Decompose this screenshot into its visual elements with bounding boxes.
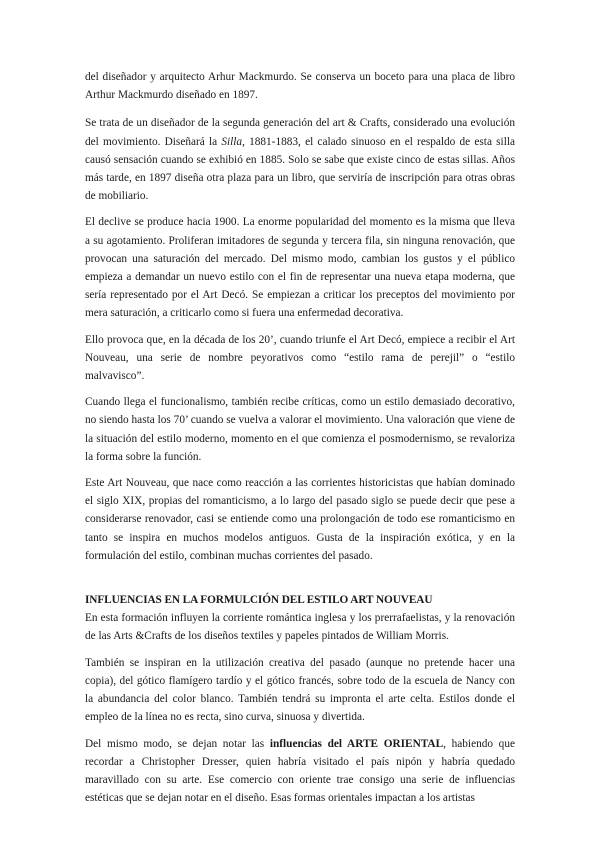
arte-oriental-bold: influencias del ARTE ORIENTAL bbox=[269, 737, 444, 750]
paragraph-art-deco: Ello provoca que, en la década de los 20’, cuando triunfe el Art Decó, empiece a recibir el Art Nouveau, una serie de nombre peyorativos como “estilo rama de perejil” o “estilo malvavisco”. bbox=[85, 333, 515, 383]
paragraph-silla-text-b: , 1881-1883, el calado sinuoso en el respaldo de esta silla causó sensación cuando se exhibió en 1885. Solo se sabe que existe cinco de estas sillas. Años más tarde, en 1897 diseña otra plaza para un libro, que serviría de inscripción para otras obras de mobiliario. bbox=[85, 135, 515, 203]
section-gap bbox=[85, 573, 515, 591]
silla-italic: Silla bbox=[221, 135, 243, 148]
paragraph-oriental-text-b: , habiendo que recordar a Christopher Dresser, quien habría visitado el país nipón y habría quedado maravillado con su arte. Ese comercio con oriente trae consigo una serie de influencias estéticas que se dejan notar en el diseño. Esas formas orientales impactan a los artistas bbox=[85, 737, 515, 805]
paragraph-declive: El declive se produce hacia 1900. La enorme popularidad del momento es la misma que lleva a su agotamiento. Proliferan imitadores de segunda y tercera fila, sin ninguna renovación, que provocan una saturación del mercado. Del mismo modo, cambian los gustos y el público empieza a demandar un nuevo estilo con el fin de representar una nueva etapa moderna, que sería representado por el Art Decó. Se empiezan a criticar los preceptos del movimiento por mera saturación, a criticarlo como si fuera una enfermedad decorativa. bbox=[85, 216, 515, 320]
paragraph-silla-text-a: Se trata de un diseñador de la segunda generación del art & Crafts, considerado una evolución del movimiento. Diseñará la bbox=[85, 117, 515, 148]
paragraph-arte-oriental bbox=[85, 735, 515, 808]
paragraph-gotico: También se inspiran en la utilización creativa del pasado (aunque no pretende hacer una copia), del gótico flamígero tardío y el gótico francés, sobre todo de la escuela de Nancy con la abundancia del color blanco. También tendrá su impronta el arte celta. Estilos donde el empleo de la línea no es recta, sino curva, sinuosa y divertida. bbox=[85, 656, 515, 724]
paragraph-oriental-text-a: Del mismo modo, se dejan notar las bbox=[85, 737, 270, 750]
paragraph-silla bbox=[85, 114, 515, 205]
paragraph-mackmurdo-intro: del diseñador y arquitecto Arhur Mackmurdo. Se conserva un boceto para una placa de libro Arthur Mackmurdo diseñado en 1897. bbox=[85, 71, 515, 102]
paragraph-influencias-inglesa: En esta formación influyen la corriente romántica inglesa y los prerrafaelistas, y la renovación de las Arts &Crafts de los diseños textiles y papeles pintados de William Morris. bbox=[85, 612, 515, 643]
section-heading: INFLUENCIAS EN LA FORMULCIÓN DEL ESTILO ART NOUVEAU bbox=[85, 594, 433, 607]
paragraph-romanticismo: Este Art Nouveau, que nace como reacción a las corrientes historicistas que habían dominado el siglo XIX, propias del romanticismo, a lo largo del pasado siglo se puede decir que pese a considerarse renovador, casi se entiende como una prolongación de todo ese romanticismo en tanto se inspira en muchos modelos antiguos. Gusta de la inspiración exótica, y en la formulación del estilo, combinan muchas corrientes del pasado. bbox=[85, 477, 515, 562]
paragraph-funcionalismo: Cuando llega el funcionalismo, también recibe críticas, como un estilo demasiado decorativo, no siendo hasta los 70’ cuando se vuelva a valorar el movimiento. Una valoración que viene de la situación del estilo moderno, momento en el que comienza el posmodernismo, se revaloriza la forma sobre la función. bbox=[85, 396, 515, 463]
